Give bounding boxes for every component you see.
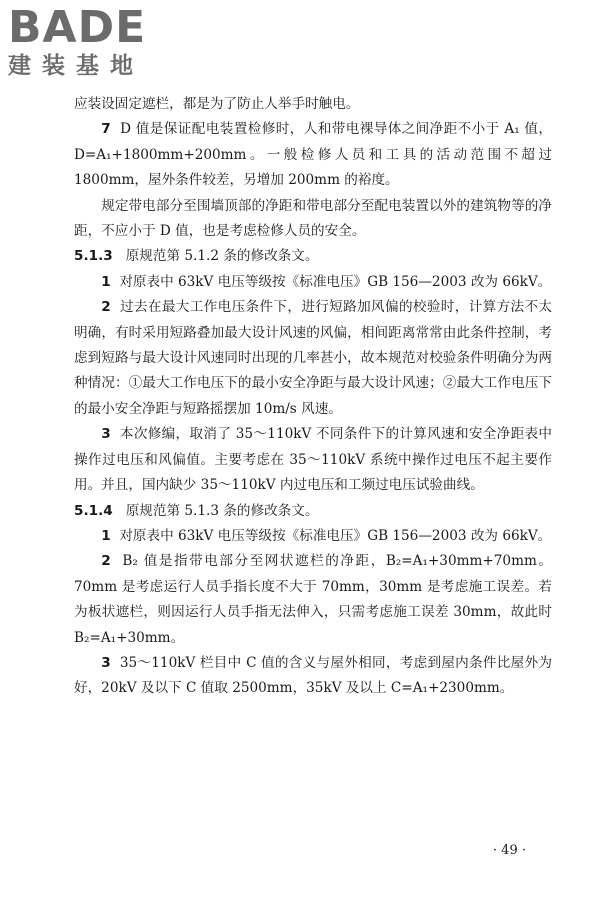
bade-logo <box>8 2 178 80</box>
section-number: 5.1.3 <box>74 248 113 265</box>
item-number: 2 <box>101 299 111 316</box>
item-1-paragraph: 1 对原表中 63kV 电压等级按《标准电压》GB 156—2003 改为 66kV。 <box>101 527 552 544</box>
paragraph-continuation: 应装设固定遮栏，都是为了防止人举手时触电。 <box>74 96 360 112</box>
item-number: 3 <box>101 654 111 671</box>
item-number: 7 <box>101 121 111 138</box>
logo-subtitle: 建装基地 <box>8 53 144 79</box>
item-number: 1 <box>101 527 111 544</box>
clearance-paragraph: 规定带电部分至围墙顶部的净距和带电部分至配电装置以外的建筑物等的净距，不应小于 D 值，也是考虑检修人员的安全。 <box>74 197 552 240</box>
section-5-1-3-heading: 5.1.3 原规范第 5.1.2 条的修改条文。 <box>74 248 319 265</box>
page-number: · 49 · <box>492 843 526 858</box>
item-7-paragraph: 7 D 值是保证配电装置检修时，人和带电裸导体之间净距不小于 A₁ 值，D=A₁+1800mm+200mm。一般检修人员和工具的活动范围不超过 1800mm，屋外条件较差，另增加 200mm 的裕度。 <box>74 121 552 189</box>
section-5-1-4-heading: 5.1.4 原规范第 5.1.3 条的修改条文。 <box>74 502 319 519</box>
item-2-paragraph: 2 过去在最大工作电压条件下，进行短路加风偏的校验时，计算方法不太明确，有时采用短路叠加最大设计风速的风偏，相间距离常常由此条件控制，考虑到短路与最大设计风速同时出现的几率甚小，故本规范对校验条件明确分为两种情况：①最大工作电压下的最小安全净距与最大设计风速；②最大工作电压下的最小安全净距与短路摇摆加 10m/s 风速。 <box>74 299 552 417</box>
item-3-paragraph: 3 35～110kV 栏目中 C 值的含义与屋外相同，考虑到屋内条件比屋外为好，20kV 及以下 C 值取 2500mm，35kV 及以上 C=A₁+2300mm。 <box>74 654 552 697</box>
item-2-paragraph: 2 B₂ 值是指带电部分至网状遮栏的净距，B₂=A₁+30mm+70mm。70mm 是考虑运行人员手指长度不大于 70mm，30mm 是考虑施工误差。若为板状遮栏，则因运行人员手指无法伸入，只需考虑施工误差 30mm，故此时 B₂=A₁+30mm。 <box>74 553 552 646</box>
item-number: 3 <box>101 426 111 443</box>
section-number: 5.1.4 <box>74 502 113 519</box>
document-body <box>74 92 552 702</box>
item-3-paragraph: 3 本次修编，取消了 35～110kV 不同条件下的计算风速和安全净距表中操作过电压和风偏值。主要考虑在 35～110kV 系统中操作过电压不起主要作用。并且，国内缺少 35～110kV 内过电压和工频过电压试验曲线。 <box>74 426 552 494</box>
item-number: 1 <box>101 273 111 290</box>
item-1-paragraph: 1 对原表中 63kV 电压等级按《标准电压》GB 156—2003 改为 66kV。 <box>101 273 552 290</box>
logo-wordmark: BADE <box>8 2 147 53</box>
item-number: 2 <box>101 553 111 570</box>
